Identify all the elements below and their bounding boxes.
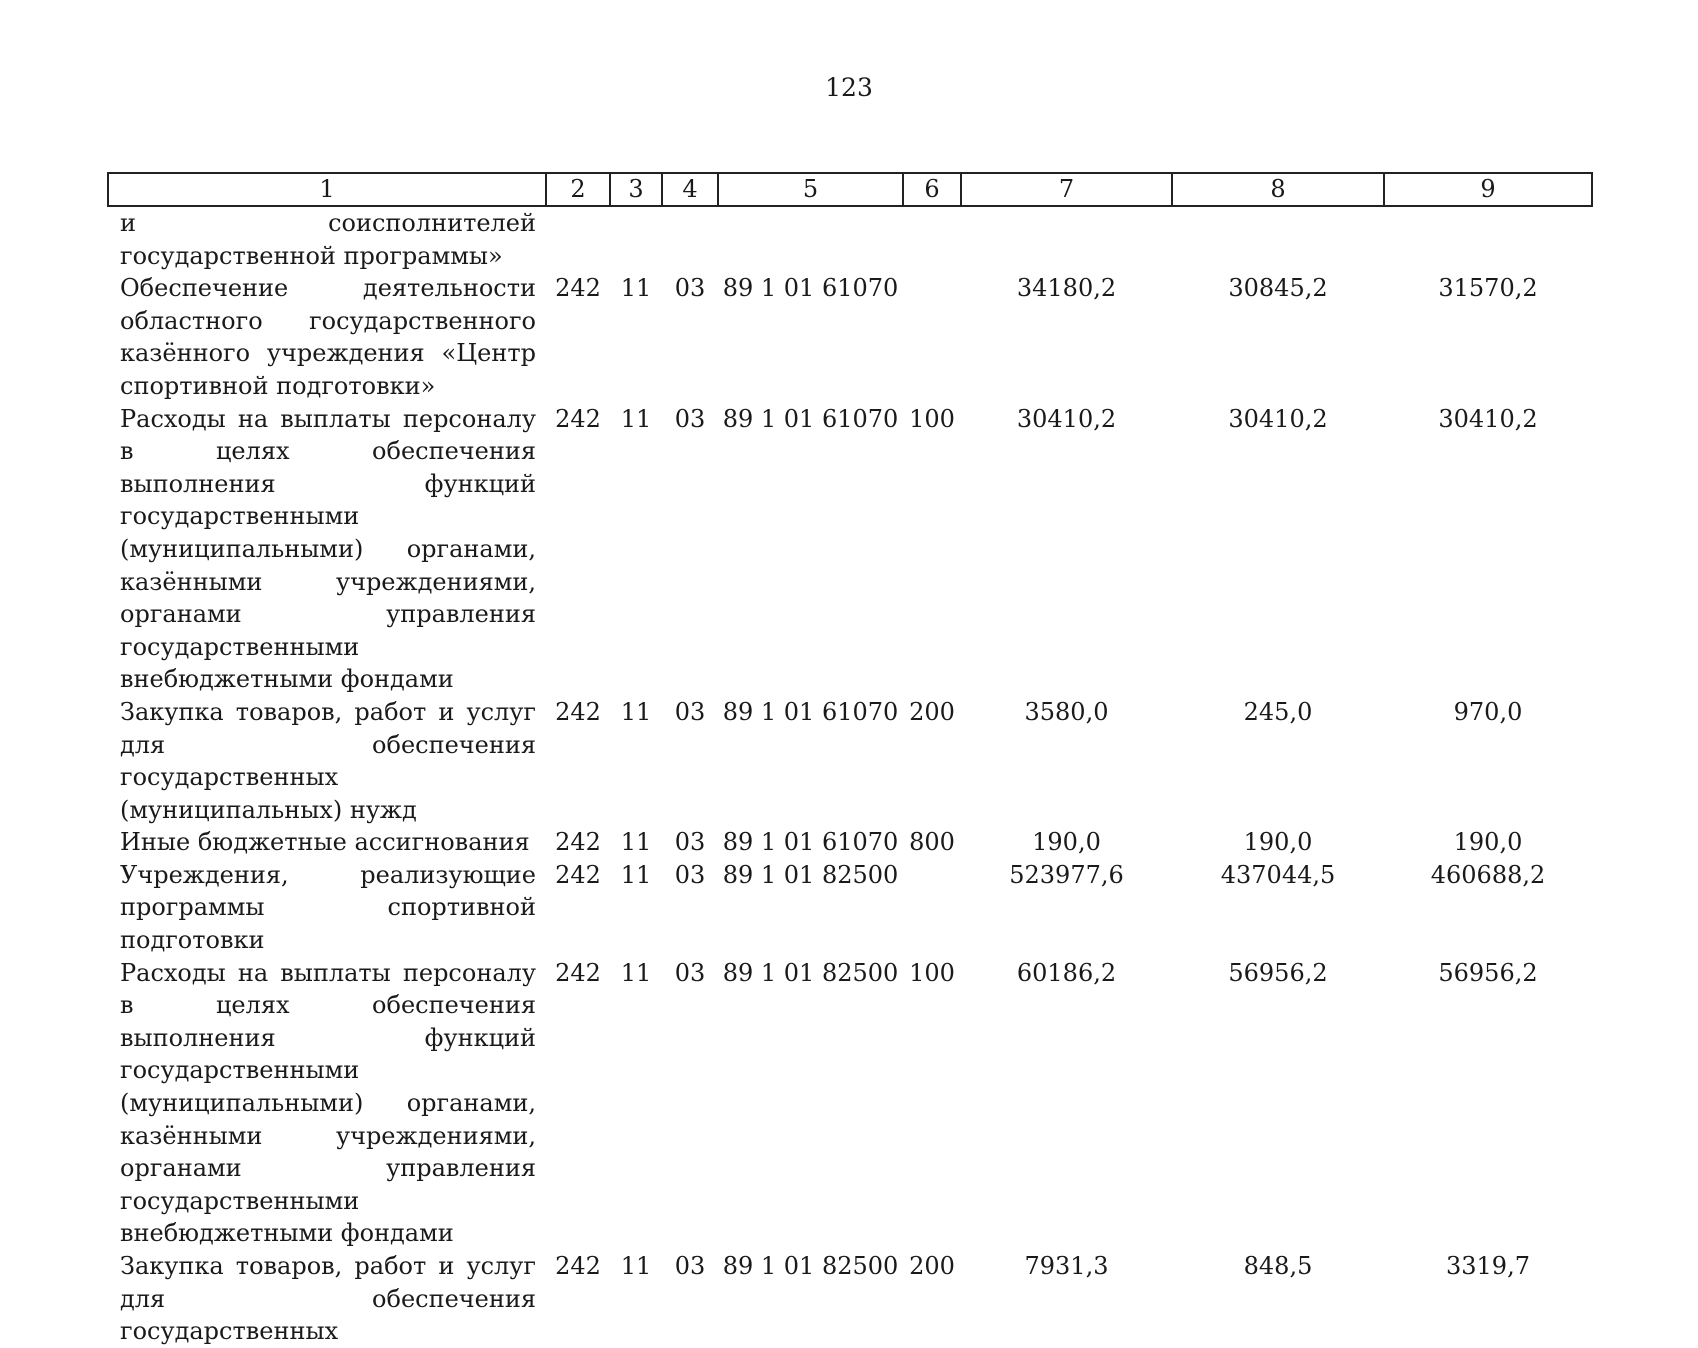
code-col4: 03 xyxy=(674,274,706,303)
amount-col9: 31570,2 xyxy=(1438,274,1538,303)
code-col4: 03 xyxy=(674,860,706,889)
column-header: 9 xyxy=(1384,173,1592,206)
table-row xyxy=(108,957,1592,1250)
table-row xyxy=(108,859,1592,957)
amount-col7 xyxy=(961,206,1172,272)
code-col3 xyxy=(610,206,662,272)
code-col6 xyxy=(903,859,961,957)
code-col5: 89 1 01 61070 xyxy=(722,697,899,726)
amount-col9: 460688,2 xyxy=(1430,860,1546,889)
column-header: 8 xyxy=(1172,173,1384,206)
table-row xyxy=(108,272,1592,402)
code-col3: 11 xyxy=(620,1252,652,1280)
row-name: Иные бюджетные ассигнования xyxy=(120,828,530,857)
amount-col9: 190,0 xyxy=(1453,828,1523,857)
amount-col8: 30845,2 xyxy=(1228,274,1328,303)
code-col2: 242 xyxy=(555,274,601,303)
column-header: 6 xyxy=(903,173,961,206)
row-name: Учреждения, реализующие программы спортивной подготовки xyxy=(120,860,536,955)
amount-col7: 7931,3 xyxy=(1024,1252,1109,1280)
row-name: Расходы на выплаты персоналу в целях обеспечения выполнения функций государственными (муниципальными) органами, казёнными учреждениями, органами управления государственными внебюджетными фондами xyxy=(120,958,536,1248)
amount-col9: 3319,7 xyxy=(1446,1252,1530,1280)
table-row xyxy=(108,403,1592,696)
code-col4: 03 xyxy=(674,958,706,987)
code-col5: 89 1 01 82500 xyxy=(722,860,899,889)
column-header: 3 xyxy=(610,173,662,206)
column-header: 1 xyxy=(108,173,546,206)
code-col5: 89 1 01 82500 xyxy=(722,1252,899,1280)
code-col6: 200 xyxy=(909,1252,955,1280)
amount-col7: 190,0 xyxy=(1032,828,1101,857)
amount-col7: 523977,6 xyxy=(1009,860,1124,889)
code-col6: 200 xyxy=(909,697,955,726)
row-name: и соисполнителей государственной программы» xyxy=(120,209,536,270)
amount-col8 xyxy=(1172,206,1384,272)
code-col4 xyxy=(662,206,718,272)
amount-col7: 60186,2 xyxy=(1016,958,1117,987)
code-col5: 89 1 01 61070 xyxy=(722,404,899,433)
amount-col8: 848,5 xyxy=(1243,1252,1313,1280)
code-col3: 11 xyxy=(620,404,652,433)
row-name: Закупка товаров, работ и услуг для обеспечения государственных (муниципальных) нужд xyxy=(120,697,536,824)
code-col5: 89 1 01 61070 xyxy=(722,828,899,857)
amount-col7: 34180,2 xyxy=(1016,274,1117,303)
amount-col9: 970,0 xyxy=(1453,697,1523,726)
row-name: Закупка товаров, работ и услуг для обеспечения государственных xyxy=(120,1252,536,1346)
code-col2: 242 xyxy=(555,697,601,726)
code-col6: 800 xyxy=(909,828,955,857)
code-col5: 89 1 01 61070 xyxy=(722,274,899,303)
amount-col8: 30410,2 xyxy=(1228,404,1328,433)
code-col6: 100 xyxy=(909,404,955,433)
code-col5: 89 1 01 82500 xyxy=(722,958,899,987)
column-header: 5 xyxy=(718,173,903,206)
code-col4: 03 xyxy=(674,697,706,726)
code-col2 xyxy=(546,206,610,272)
column-header: 2 xyxy=(546,173,610,206)
code-col2: 242 xyxy=(555,958,601,987)
amount-col8: 190,0 xyxy=(1243,828,1313,857)
amount-col9: 30410,2 xyxy=(1438,404,1538,433)
code-col3: 11 xyxy=(620,958,652,987)
code-col2: 242 xyxy=(555,828,601,857)
page-number: 123 xyxy=(825,73,873,102)
table-row xyxy=(108,206,1592,272)
code-col2: 242 xyxy=(555,860,601,889)
row-name: Обеспечение деятельности областного государственного казённого учреждения «Центр спортивной подготовки» xyxy=(120,274,536,400)
code-col2: 242 xyxy=(555,404,601,433)
amount-col9 xyxy=(1384,206,1592,272)
code-col3: 11 xyxy=(620,697,652,726)
amount-col8: 245,0 xyxy=(1243,697,1313,726)
code-col6 xyxy=(903,206,961,272)
code-col3: 11 xyxy=(620,860,652,889)
code-col4: 03 xyxy=(674,404,706,433)
column-header: 4 xyxy=(662,173,718,206)
column-header: 7 xyxy=(961,173,1172,206)
table-header-row xyxy=(108,173,1592,206)
table-row xyxy=(108,696,1592,826)
code-col6: 100 xyxy=(909,958,955,987)
code-col2: 242 xyxy=(555,1252,601,1280)
amount-col7: 3580,0 xyxy=(1024,697,1109,726)
code-col3: 11 xyxy=(620,828,652,857)
budget-table xyxy=(107,172,1593,1348)
table-row xyxy=(108,826,1592,859)
table-row xyxy=(108,1250,1592,1348)
code-col3: 11 xyxy=(620,274,652,303)
code-col4: 03 xyxy=(674,1252,706,1280)
amount-col8: 56956,2 xyxy=(1228,958,1328,987)
row-name: Расходы на выплаты персоналу в целях обеспечения выполнения функций государственными (муниципальными) органами, казёнными учреждениями, органами управления государственными внебюджетными фондами xyxy=(120,404,536,694)
code-col6 xyxy=(903,272,961,402)
amount-col7: 30410,2 xyxy=(1016,404,1117,433)
code-col4: 03 xyxy=(674,828,706,857)
amount-col8: 437044,5 xyxy=(1220,860,1336,889)
code-col5 xyxy=(718,206,903,272)
amount-col9: 56956,2 xyxy=(1438,958,1538,987)
